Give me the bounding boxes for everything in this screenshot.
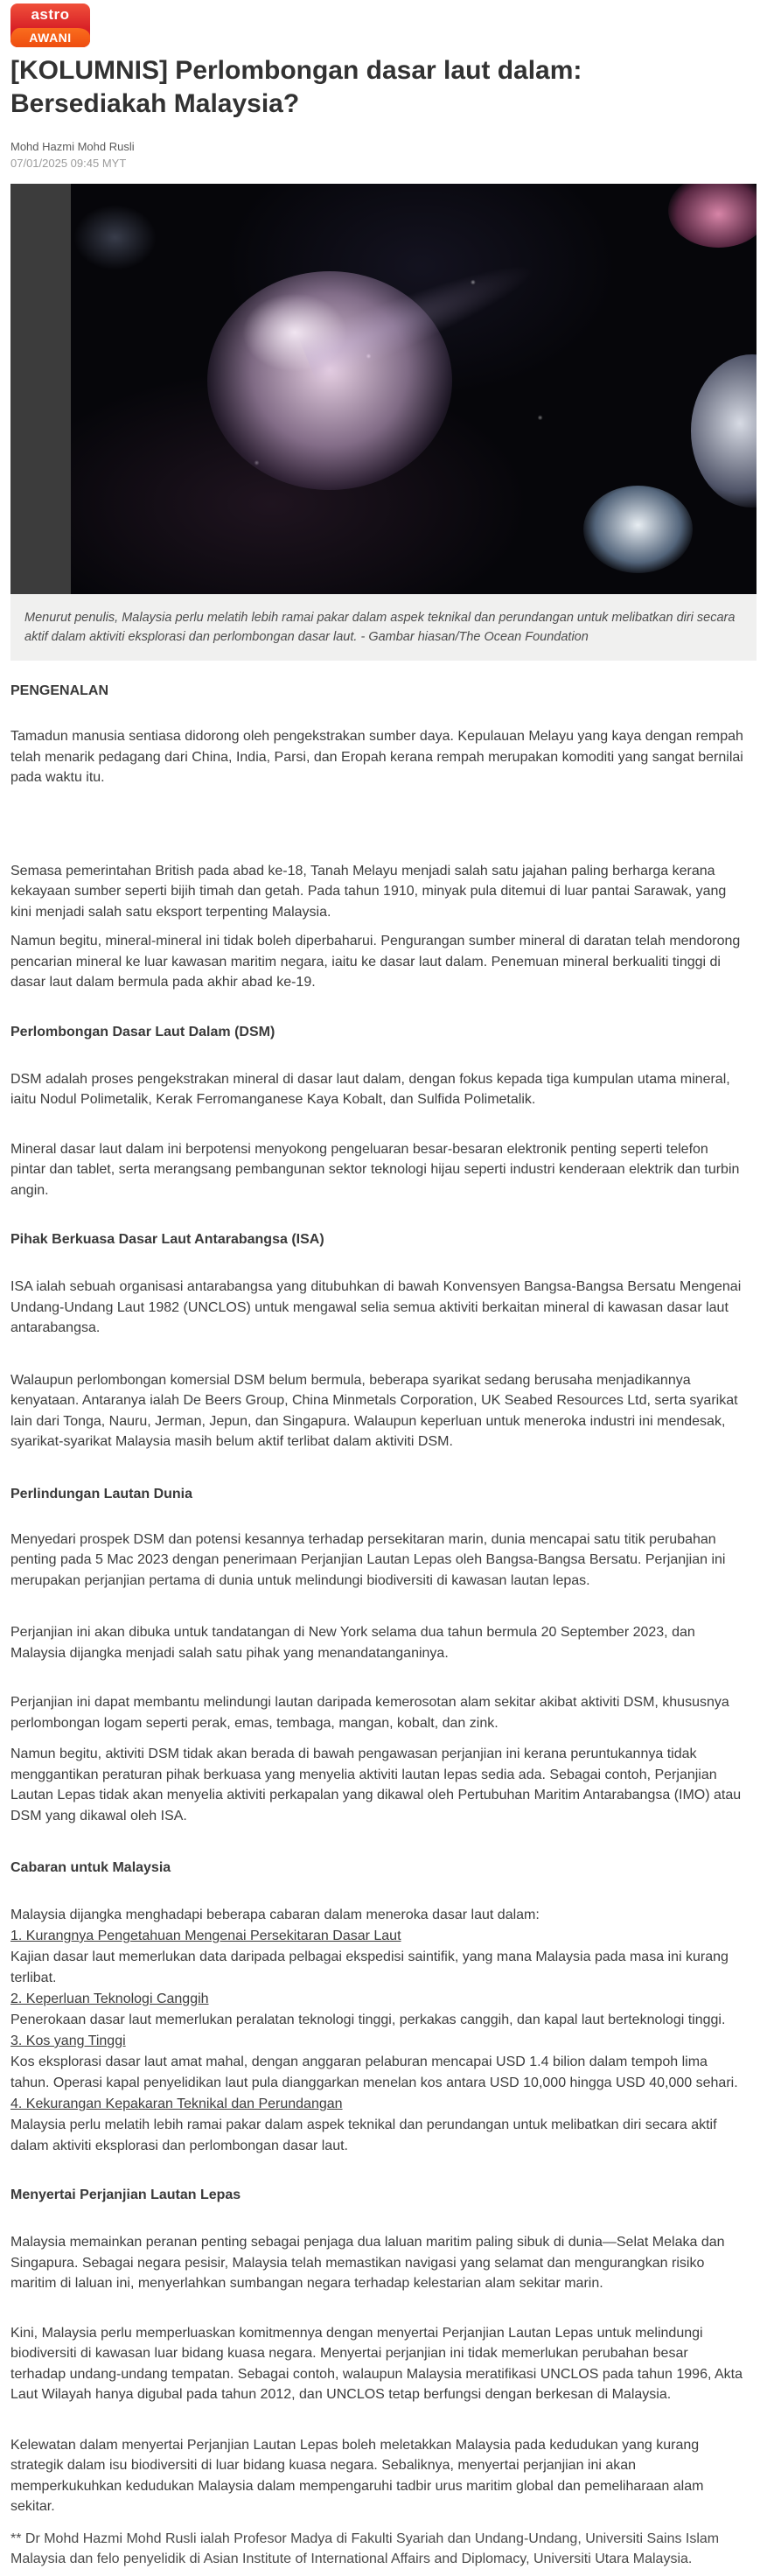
- paragraph: Perjanjian ini dapat membantu melindungi lautan daripada kemerosotan alam sekitar akibat aktiviti DSM, khususnya perlombongan logam seperti perak, emas, tembaga, mangan, kobalt, dan zink.: [10, 1695, 729, 1731]
- publish-timestamp: 07/01/2025 09:45 MYT: [10, 157, 127, 170]
- challenges-list: [10, 1905, 745, 2157]
- paragraph: Tamadun manusia sentiasa didorong oleh pengekstrakan sumber daya. Kepulauan Melayu yang kaya dengan rempah telah menarik pedagang dari China, India, Parsi, dan Eropah kerana rempah merupakan komoditi yang sangat bernilai pada waktu itu.: [10, 729, 743, 785]
- challenge-item-desc: Kajian dasar laut memerlukan data daripada pelbagai ekspedisi saintifik, yang mana Malaysia pada masa ini kurang terlibat.: [10, 1950, 729, 1985]
- challenge-item-title: 3. Kos yang Tinggi: [10, 2034, 126, 2048]
- jellyfish-right-edge: [691, 354, 757, 508]
- paragraph: Namun begitu, mineral-mineral ini tidak boleh diperbaharui. Pengurangan sumber mineral di daratan telah mendorong pencarian mineral ke luar kawasan maritim negara, iaitu ke dasar laut dalam. Penemuan mineral berkualiti tinggi di dasar laut dalam bermula pada akhir abad ke-19.: [10, 934, 741, 990]
- author-bio: ** Dr Mohd Hazmi Mohd Rusli ialah Profesor Madya di Fakulti Syariah dan Undang-Undang, Universiti Sains Islam Malaysia dan felo penyelidik di Asian Institute of International Affairs and Diplomacy, Universiti Utara Malaysia.: [10, 2530, 720, 2566]
- astro-awani-logo[interactable]: [10, 4, 90, 47]
- section-heading-dsm: Perlombongan Dasar Laut Dalam (DSM): [10, 1024, 275, 1040]
- section-heading-perlindungan: Perlindungan Lautan Dunia: [10, 1486, 193, 1502]
- paragraph: Perjanjian ini akan dibuka untuk tandatangan di New York selama dua tahun bermula 20 September 2023, dan Malaysia dijangka menjadi salah satu pihak yang menandatanganinya.: [10, 1625, 695, 1661]
- article-body: [10, 681, 745, 2570]
- image-caption: Menurut penulis, Malaysia perlu melatih lebih ramai pakar dalam aspek teknikal dan perundangan untuk melibatkan diri secara aktif dalam aktiviti eksplorasi dan perlombongan dasar laut. - Gambar hiasan/The Ocean Foundation: [24, 611, 736, 644]
- challenge-item-title: 4. Kekurangan Kepakaran Teknikal dan Perundangan: [10, 2096, 343, 2111]
- paragraph: Kini, Malaysia perlu memperluaskan komitmennya dengan menyertai Perjanjian Lautan Lepas untuk melindungi biodiversiti di kawasan luar bidang kuasa negara. Menyertai perjanjian ini tidak memerlukan perubahan besar terhadap undang-undang tempatan. Sebagai contoh, walaupun Malaysia meratifikasi UNCLOS pada tahun 1996, Akta Laut Wilayah hanya digubal pada tahun 2012, dan UNCLOS tetap berfungsi dengan berkesan di Malaysia.: [10, 2325, 743, 2402]
- author-byline: Mohd Hazmi Mohd Rusli: [10, 140, 135, 153]
- image-caption-box: [10, 594, 757, 661]
- jellyfish-pink-top-right: [668, 184, 757, 248]
- paragraph: Namun begitu, aktiviti DSM tidak akan berada di bawah pengawasan perjanjian ini kerana peruntukannya tidak menggantikan peraturan pihak berkuasa yang menyelia aktiviti lautan lepas sedia ada. Sebagai contoh, Perjanjian Lautan Lepas tidak akan menyelia aktiviti perkapalan yang dikawal oleh Pertubuhan Maritim Antarabangsa (IMO) atau DSM yang dikawal oleh ISA.: [10, 1746, 742, 1824]
- jellyfish-bright-small: [583, 486, 693, 573]
- hero-image-jellyfish: [10, 184, 757, 594]
- section-heading-isa: Pihak Berkuasa Dasar Laut Antarabangsa (ISA): [10, 1232, 324, 1247]
- paragraph: Mineral dasar laut dalam ini berpotensi menyokong pengeluaran besar-besaran elektronik penting seperti telefon pintar dan tablet, serta merangsang pembangunan sektor teknologi hijau seperti industri kenderaan elektrik dan turbin angin.: [10, 1141, 740, 1198]
- hero-left-letterbox: [10, 184, 71, 594]
- challenge-item-title: 1. Kurangnya Pengetahuan Mengenai Persekitaran Dasar Laut: [10, 1928, 401, 1943]
- article-page: [0, 4, 767, 2570]
- paragraph: Semasa pemerintahan British pada abad ke-18, Tanah Melayu menjadi salah satu jajahan paling berharga kerana kekayaan sumber seperti bijih timah dan getah. Pada tahun 1910, minyak pula ditemui di luar pantai Sarawak, yang kini menjadi salah satu eksport terpenting Malaysia.: [10, 863, 727, 920]
- section-heading-menyertai: Menyertai Perjanjian Lautan Lepas: [10, 2188, 241, 2202]
- jellyfish-faint-top-left: [73, 205, 157, 270]
- challenge-item-title: 2. Keperluan Teknologi Canggih: [10, 1992, 209, 2006]
- challenge-item-desc: Malaysia perlu melatih lebih ramai pakar dalam aspek teknikal dan perundangan untuk melibatkan diri secara aktif dalam aktiviti eksplorasi dan perlombongan dasar laut.: [10, 2118, 717, 2153]
- logo-astro-text: astro: [31, 6, 70, 23]
- page-title: [KOLUMNIS] Perlombongan dasar laut dalam: Bersediakah Malaysia?: [10, 56, 582, 118]
- paragraph: Kelewatan dalam menyertai Perjanjian Lautan Lepas boleh meletakkan Malaysia pada kedudukan yang kurang strategik dalam isu biodiversiti di luar bidang kuasa negara. Sebaliknya, menyertai perjanjian ini akan memperkukuhkan kedudukan Malaysia dalam mempengaruhi tadbir urus maritim global dan pemeliharaan alam sekitar.: [10, 2437, 704, 2514]
- logo-awani-text: AWANI: [10, 28, 90, 47]
- paragraph: ISA ialah sebuah organisasi antarabangsa yang ditubuhkan di bawah Konvensyen Bangsa-Bangsa Bersatu Mengenai Undang-Undang Laut 1982 (UNCLOS) untuk mengawal selia semua aktiviti berkaitan mineral di kawasan dasar laut antarabangsa.: [10, 1279, 742, 1335]
- section-heading-cabaran: Cabaran untuk Malaysia: [10, 1860, 171, 1875]
- paragraph: Walaupun perlombongan komersial DSM belum bermula, beberapa syarikat sedang berusaha menjadikannya kenyataan. Antaranya ialah De Beers Group, China Minmetals Corporation, UK Seabed Resources Ltd, serta syarikat lain dari Tonga, Nauru, Jerman, Jepun, dan Singapura. Walaupun keperluan untuk meneroka industri ini mendesak, syarikat-syarikat Malaysia masih belum aktif terlibat dalam aktiviti DSM.: [10, 1372, 738, 1449]
- challenge-item-desc: Kos eksplorasi dasar laut amat mahal, dengan anggaran pelaburan mencapai USD 1.4 bilion dalam tempoh lima tahun. Operasi kapal penyelidikan laut pula dianggarkan menelan kos antara USD 10,000 hingga USD 40,000 sehari.: [10, 2054, 738, 2090]
- paragraph: Malaysia memainkan peranan penting sebagai penjaga dua laluan maritim paling sibuk di dunia—Selat Melaka dan Singapura. Sebagai negara pesisir, Malaysia telah memastikan navigasi yang selamat dan mengurangkan risiko maritim di laluan ini, menyerlahkan sumbangan negara terhadap kelestarian alam sekitar marin.: [10, 2235, 725, 2291]
- challenge-item-desc: Penerokaan dasar laut memerlukan peralatan teknologi tinggi, perkakas canggih, dan kapal laut berteknologi tinggi.: [10, 2012, 726, 2027]
- paragraph: DSM adalah proses pengekstrakan mineral di dasar laut dalam, dengan fokus kepada tiga kumpulan utama mineral, iaitu Nodul Polimetalik, Kerak Ferromanganese Kaya Kobalt, dan Sulfida Polimetalik.: [10, 1071, 730, 1107]
- section-heading-pengenalan: PENGENALAN: [10, 683, 109, 698]
- paragraph: Menyedari prospek DSM dan potensi kesannya terhadap persekitaran marin, dunia mencapai satu titik perubahan penting pada 5 Mac 2023 dengan penerimaan Perjanjian Lautan Lepas oleh Bangsa-Bangsa Bersatu. Perjanjian ini merupakan perjanjian pertama di dunia untuk melindungi biodiversiti di kawasan lautan lepas.: [10, 1531, 726, 1588]
- challenges-intro: Malaysia dijangka menghadapi beberapa cabaran dalam meneroka dasar laut dalam:: [10, 1908, 540, 1922]
